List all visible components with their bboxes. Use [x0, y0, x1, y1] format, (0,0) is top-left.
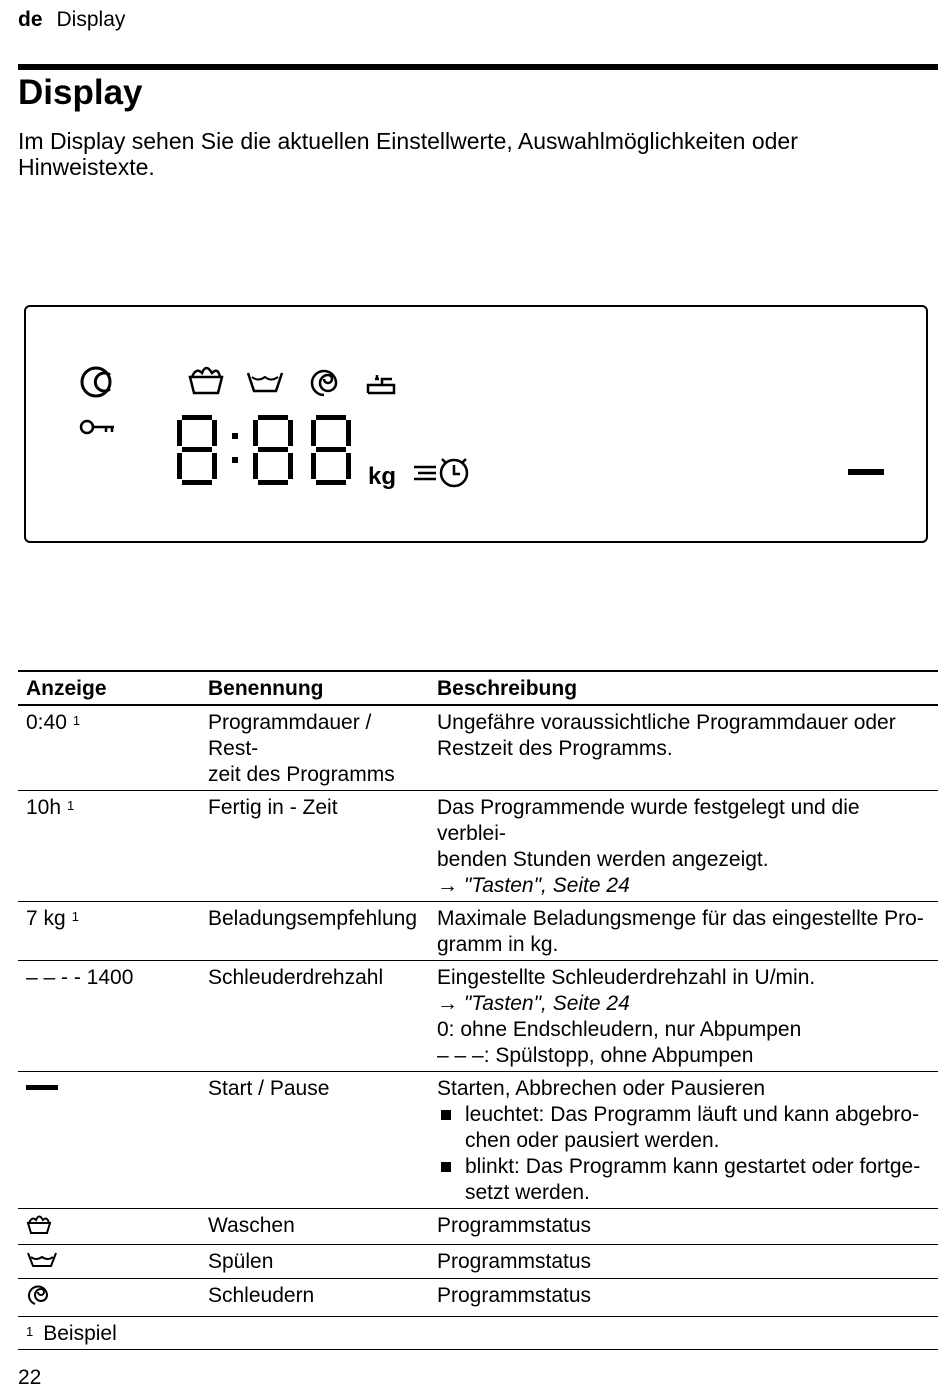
- header-rule: [18, 64, 938, 70]
- intro-text: Im Display sehen Sie die aktuellen Einstellwerte, Auswahlmöglichkeiten oder Hinweistexte.: [18, 128, 798, 180]
- col-header-benennung: Benennung: [200, 671, 429, 705]
- desc-line: gramm in kg.: [437, 933, 559, 956]
- language-code: de: [18, 8, 43, 31]
- name-line: Fertig in - Zeit: [208, 796, 338, 819]
- tap-icon: [368, 375, 394, 393]
- seven-segment-digits: [177, 415, 351, 485]
- col-header-anzeige: Anzeige: [18, 671, 200, 705]
- wash-tub-icon: [190, 368, 222, 393]
- desc-line: Eingestellte Schleuderdrehzahl in U/min.: [437, 966, 816, 989]
- bullet-item: blinkt: Das Programm kann gestartet oder fortge- setzt werden.: [437, 1154, 930, 1206]
- desc-line: Restzeit des Programms.: [437, 737, 673, 760]
- name-line: zeit des Programms: [208, 763, 395, 786]
- footnote-mark: 1: [71, 909, 79, 924]
- page-number: 22: [18, 1366, 42, 1389]
- cross-reference-link[interactable]: "Tasten", Seite 24: [463, 874, 630, 897]
- name-line: Programmdauer / Rest-: [208, 711, 372, 760]
- desc-line: Starten, Abbrechen oder Pausieren: [437, 1077, 766, 1100]
- name-line: Start / Pause: [208, 1077, 330, 1100]
- table-row: [18, 1072, 938, 1209]
- footnote-mark: 1: [72, 713, 81, 728]
- name-line: Schleudern: [208, 1284, 315, 1307]
- section-name: Display: [56, 8, 126, 31]
- table-header-row: [18, 671, 938, 705]
- table-row: [18, 902, 938, 961]
- display-value: 0:40: [26, 711, 67, 734]
- child-lock-icon: [82, 368, 110, 396]
- display-panel-graphic: [26, 307, 930, 545]
- col-header-beschreibung: Beschreibung: [429, 671, 938, 705]
- desc-line: 0: ohne Endschleudern, nur Abpumpen: [437, 1018, 802, 1041]
- page-title: Display: [18, 73, 143, 112]
- footnote-text: Beispiel: [43, 1322, 117, 1345]
- display-value: 10h: [26, 796, 62, 819]
- table-row: [18, 961, 938, 1072]
- display-table: [18, 670, 938, 1350]
- table-row: [18, 1245, 938, 1279]
- desc-line: Programmstatus: [437, 1284, 592, 1307]
- display-panel: [24, 305, 928, 543]
- desc-line: benden Stunden werden angezeigt.: [437, 848, 769, 871]
- footnote-mark: 1: [67, 798, 75, 813]
- arrow-icon: →: [437, 874, 464, 897]
- table-row: [18, 705, 938, 791]
- bullet-list: [437, 1102, 930, 1206]
- arrow-icon: →: [437, 992, 464, 1015]
- desc-line: – – –: Spülstopp, ohne Abpumpen: [437, 1044, 754, 1067]
- wash-tub-icon: [26, 1213, 52, 1235]
- desc-line: Das Programmende wurde festgelegt und die verblei-: [437, 796, 860, 845]
- key-icon: [81, 421, 114, 433]
- rinse-icon: [26, 1249, 58, 1269]
- running-header: [18, 8, 125, 32]
- finish-in-timer-icon: [414, 459, 467, 486]
- name-line: Waschen: [208, 1214, 295, 1237]
- name-line: Beladungsempfehlung: [208, 907, 417, 930]
- name-line: Schleuderdrehzahl: [208, 966, 384, 989]
- spin-icon: [26, 1283, 50, 1307]
- display-value: – – - - 1400: [26, 966, 134, 989]
- desc-line: Programmstatus: [437, 1250, 592, 1273]
- footnote-row: [18, 1317, 938, 1350]
- table-row: [18, 1209, 938, 1245]
- desc-line: Programmstatus: [437, 1214, 592, 1237]
- desc-line: Ungefähre voraussichtliche Programmdauer oder: [437, 711, 896, 734]
- name-line: Spülen: [208, 1250, 274, 1273]
- spin-icon: [312, 371, 336, 395]
- rinse-icon: [248, 373, 282, 391]
- display-value: 7 kg: [26, 907, 66, 930]
- footnote-mark: 1: [26, 1324, 34, 1339]
- desc-line: Maximale Beladungsmenge für das eingestellte Pro-: [437, 907, 924, 930]
- table-row: [18, 1279, 938, 1317]
- cross-reference-link[interactable]: "Tasten", Seite 24: [463, 992, 630, 1015]
- table-row: [18, 791, 938, 902]
- start-pause-dash-icon: [848, 469, 884, 475]
- kg-unit: kg: [368, 463, 397, 490]
- dash-icon: [26, 1085, 58, 1090]
- bullet-item: leuchtet: Das Programm läuft und kann abgebro- chen oder pausiert werden.: [437, 1102, 930, 1154]
